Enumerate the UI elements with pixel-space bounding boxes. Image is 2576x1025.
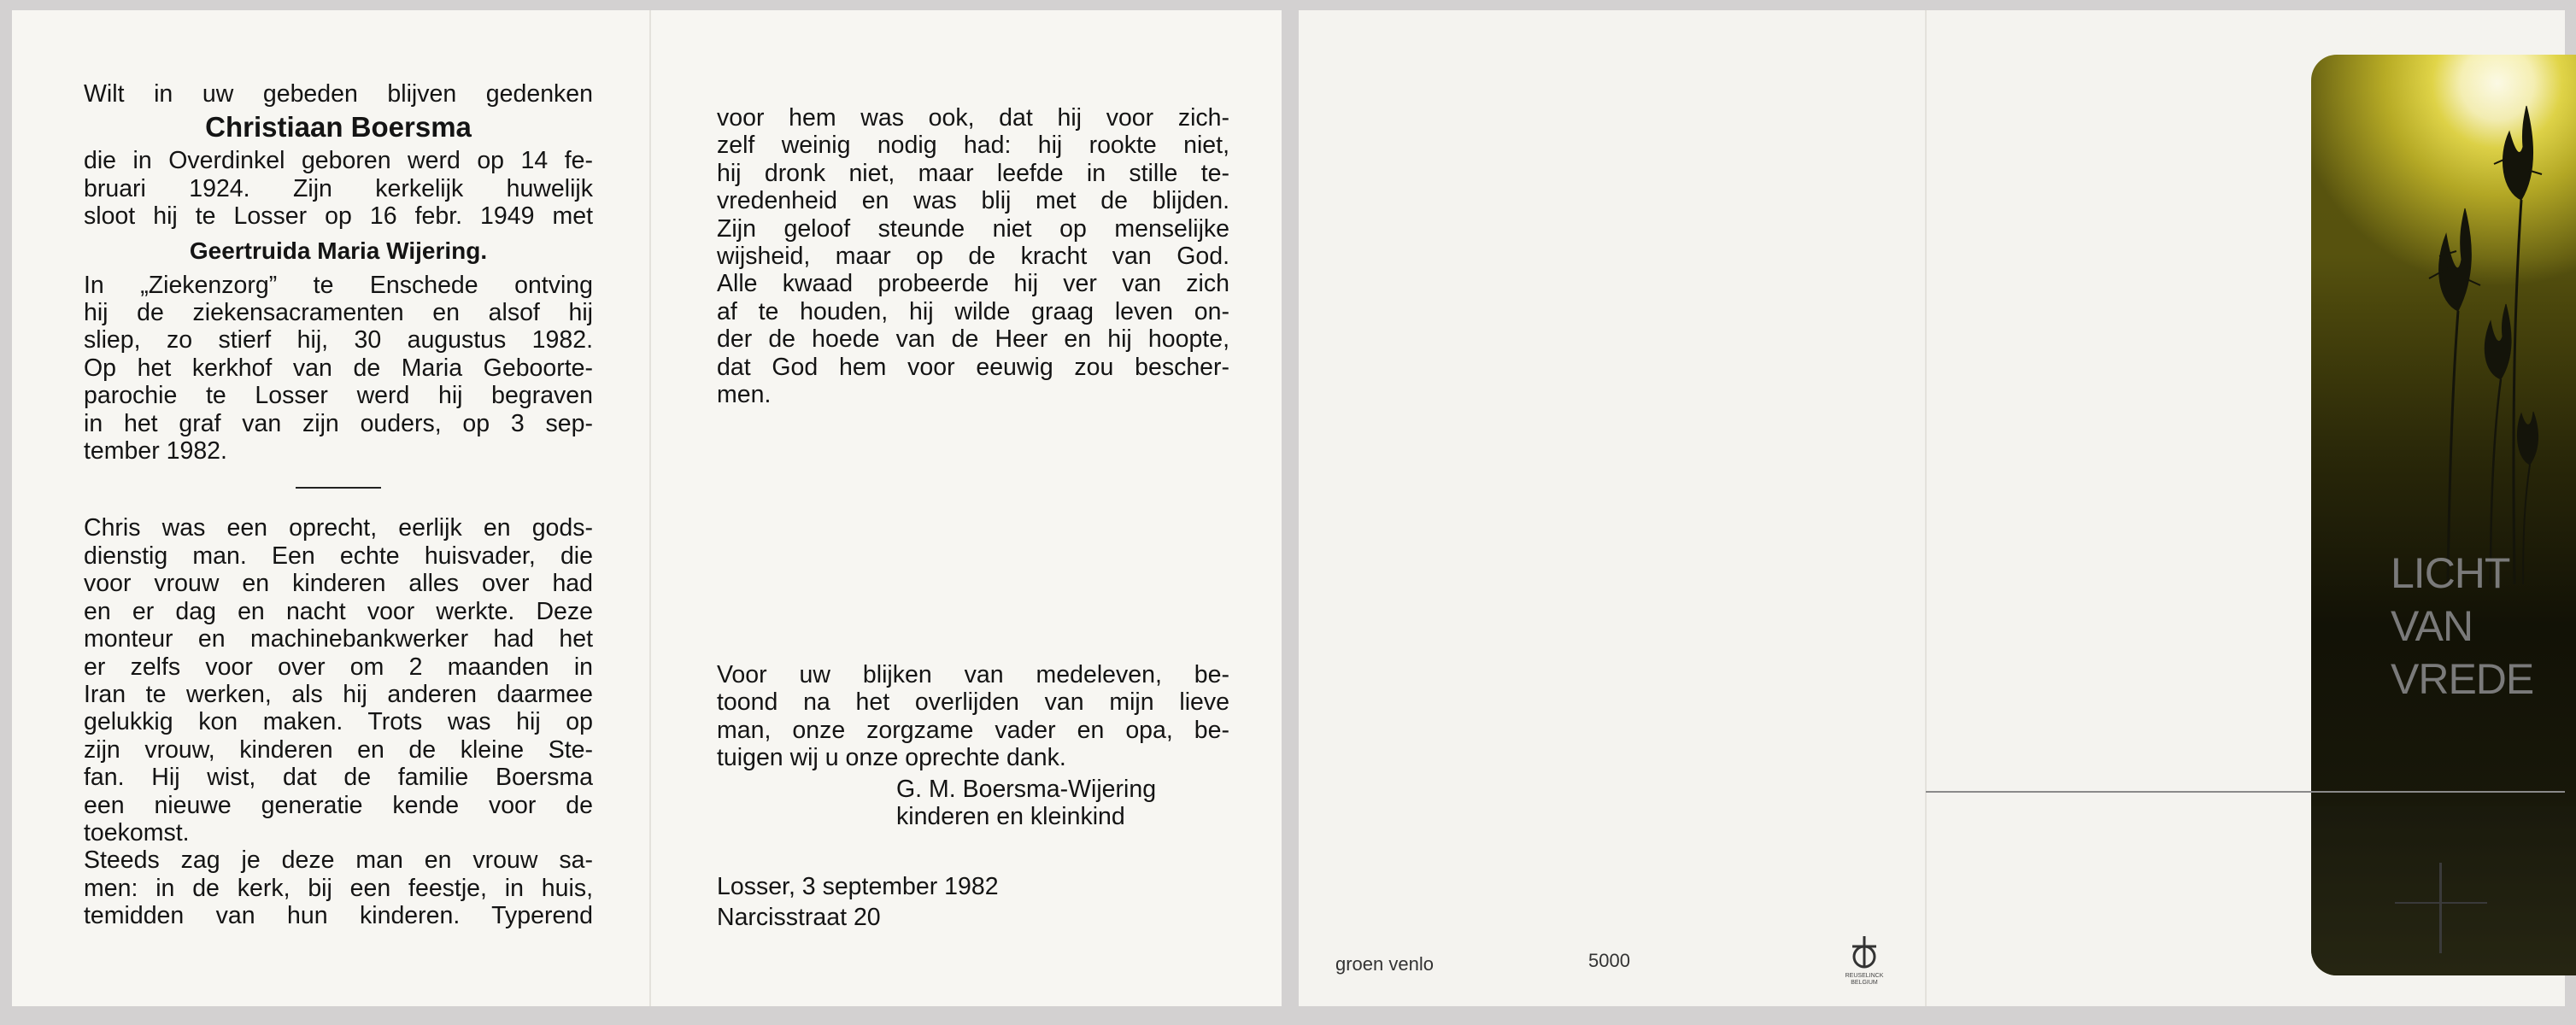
thanks-line-1: Voor uw blijken van medeleven, be-: [717, 661, 1229, 688]
death-line-7: tember 1982.: [84, 437, 227, 466]
bio-line-7: Iran te werken, als hij anderen daarmee: [84, 680, 593, 708]
bio-line-15: temidden van hun kinderen. Typerend: [84, 902, 593, 930]
continuation-line-10: dat God hem voor eeuwig zou bescher-: [717, 353, 1229, 381]
bio-line-5: monteur en machinebankwerker had het: [84, 625, 593, 653]
bio-line-1: Chris was een oprecht, eerlijk en gods-: [84, 514, 593, 542]
thanks-block: [717, 661, 1229, 830]
publisher-logo: [1840, 934, 1888, 987]
bio-line-12: toekomst.: [84, 818, 190, 846]
bio-line-13: Steeds zag je deze man en vrouw sa-: [84, 846, 593, 875]
continuation-line-8: af te houden, hij wilde graag leven on-: [717, 297, 1229, 325]
birth-line-3: sloot hij te Losser op 16 febr. 1949 met: [84, 202, 593, 231]
bio-line-4: en er dag en nacht voor werkte. Deze: [84, 597, 593, 625]
horizontal-rule: [1926, 791, 2565, 793]
title-word-3: VREDE: [2391, 655, 2534, 703]
continuation-line-4: vredenheid en was blij met de blijden.: [717, 187, 1229, 215]
bio-line-9: zijn vrouw, kinderen en de kleine Ste-: [84, 735, 593, 764]
printer-mark: groen venlo: [1335, 953, 1434, 975]
continuation-line-6: wijsheid, maar op de kracht van God.: [717, 243, 1229, 271]
continuation-line-11: men.: [717, 381, 772, 409]
birth-line-2: bruari 1924. Zijn kerkelijk huwelijk: [84, 174, 593, 202]
grass-silhouette-sunset-icon: [2311, 55, 2576, 975]
logo-text-2: BELGIUM: [1851, 980, 1878, 986]
death-line-4: Op het kerkhof van de Maria Geboorte-: [84, 354, 593, 382]
continuation-line-7: Alle kwaad probeerde hij ver van zich: [717, 270, 1229, 298]
card-title: [2391, 547, 2544, 706]
continuation-line-5: Zijn geloof steunde niet op menselijke: [717, 214, 1229, 243]
text-column-2: [717, 104, 1229, 408]
death-line-5: parochie te Losser werd hij begraven: [84, 382, 593, 410]
right-card-page: [1299, 10, 2565, 1006]
bio-line-14: men: in de kerk, bij een feestje, in huis,: [84, 874, 593, 902]
bio-line-11: een nieuwe generatie kende voor de: [84, 791, 593, 819]
opening-line: Wilt in uw gebeden blijven gedenken: [84, 80, 593, 108]
continuation-line-1: voor hem was ook, dat hij voor zich-: [717, 104, 1229, 132]
bio-line-3: voor vrouw en kinderen alles over had: [84, 570, 593, 598]
death-line-6: in het graf van zijn ouders, op 3 sep-: [84, 409, 593, 437]
birth-line-1: die in Overdinkel geboren werd op 14 fe-: [84, 147, 593, 175]
thanks-line-4: tuigen wij u onze oprechte dank.: [717, 744, 1066, 772]
bio-line-2: dienstig man. Een echte huisvader, die: [84, 542, 593, 570]
left-card-page: [12, 10, 1282, 1006]
thanks-line-3: man, onze zorgzame vader en opa, be-: [717, 716, 1229, 744]
place-block: [717, 871, 1229, 933]
text-column-1: [84, 80, 593, 930]
bio-line-6: er zelfs voor over om 2 maanden in: [84, 653, 593, 681]
publisher-logo-icon: [1840, 934, 1888, 969]
continuation-line-9: der de hoede van de Heer en hij hoopte,: [717, 325, 1229, 354]
continuation-line-2: zelf weinig nodig had: hij rookte niet,: [717, 132, 1229, 160]
divider: [296, 487, 381, 489]
death-line-1: In „Ziekenzorg” te Enschede ontving: [84, 271, 593, 299]
signature-name: G. M. Boersma-Wijering: [896, 775, 1157, 803]
thanks-line-2: toond na het overlijden van mijn lieve: [717, 688, 1229, 717]
title-word-1: LICHT: [2391, 549, 2510, 597]
cross-icon: [2439, 863, 2442, 953]
cross-icon-bar: [2395, 902, 2487, 904]
signature-family: kinderen en kleinkind: [896, 803, 1125, 831]
card-number: 5000: [1588, 950, 1630, 971]
deceased-name: Christiaan Boersma: [205, 111, 472, 144]
address: Narcisstraat 20: [717, 904, 881, 931]
bio-line-10: fan. Hij wist, dat de familie Boersma: [84, 764, 593, 792]
place-date: Losser, 3 september 1982: [717, 873, 999, 900]
fold-line-right: [1925, 10, 1927, 1006]
title-word-2: VAN: [2391, 602, 2473, 650]
logo-text-1: REUSELINCK: [1845, 973, 1884, 979]
death-line-3: sliep, zo stierf hij, 30 augustus 1982.: [84, 326, 593, 354]
death-line-2: hij de ziekensacramenten en alsof hij: [84, 299, 593, 327]
spouse-name: Geertruida Maria Wijering.: [189, 237, 488, 264]
continuation-line-3: hij dronk niet, maar leefde in stille te-: [717, 159, 1229, 187]
cover-photo: [2311, 55, 2576, 975]
bio-line-8: gelukkig kon maken. Trots was hij op: [84, 708, 593, 736]
fold-line: [649, 10, 651, 1006]
